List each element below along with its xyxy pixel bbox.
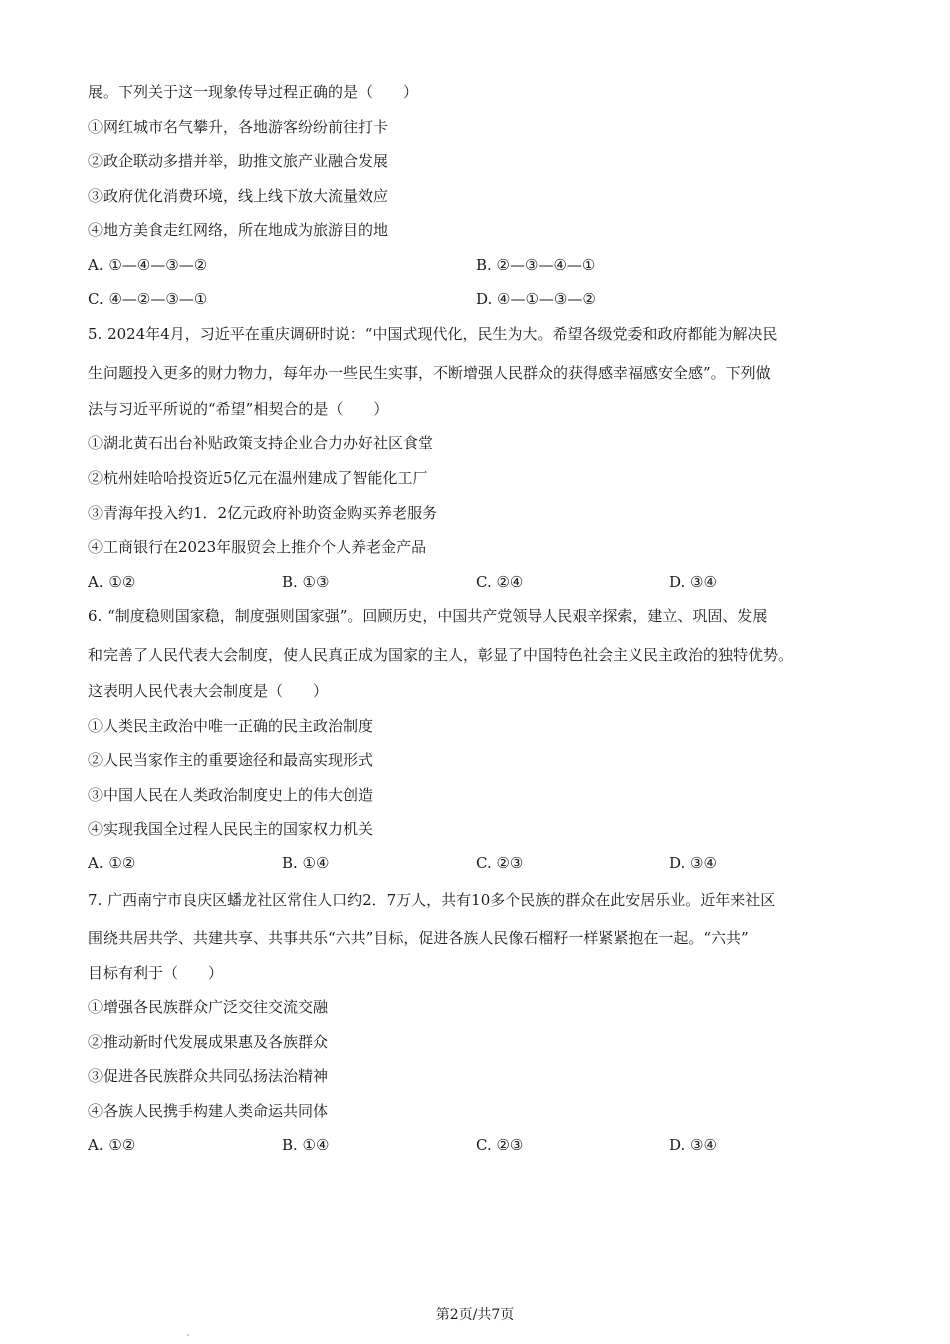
- q5-item-1: ①湖北黄石出台补贴政策支持企业合力办好社区食堂: [88, 434, 434, 452]
- q4-option-a: A. ①—④—③—②: [88, 256, 208, 274]
- q6-item-3: ③中国人民在人类政治制度史上的伟大创造: [88, 786, 374, 804]
- q5-option-d: D. ③④: [669, 573, 717, 591]
- q7-item-1: ①增强各民族群众广泛交往交流交融: [88, 998, 329, 1016]
- q6-item-2: ②人民当家作主的重要途径和最高实现形式: [88, 751, 374, 769]
- q5-item-3: ③青海年投入约1．2亿元政府补助资金购买养老服务: [88, 504, 438, 522]
- q7-option-b: B. ①④: [282, 1136, 330, 1154]
- q4-item-1: ①网红城市名气攀升，各地游客纷纷前往打卡: [88, 118, 389, 136]
- footer-dot: [187, 1334, 189, 1336]
- q6-stem-line-3: 这表明人民代表大会制度是（ ）: [88, 682, 329, 700]
- q5-item-4: ④工商银行在2023年服贸会上推介个人养老金产品: [88, 538, 427, 556]
- q5-option-a: A. ①②: [88, 573, 136, 591]
- q6-stem-line-2: 和完善了人民代表大会制度，使人民真正成为国家的主人，彰显了中国特色社会主义民主政治的独特优势。: [88, 646, 794, 664]
- q4-option-c: C. ④—②—③—①: [88, 290, 208, 308]
- q4-option-d: D. ④—①—③—②: [476, 290, 596, 308]
- q5-option-c: C. ②④: [476, 573, 524, 591]
- q7-stem-line-2: 围绕共居共学、共建共享、共事共乐“六共”目标，促进各族人民像石榴籽一样紧紧抱在一起。“六共”: [88, 929, 749, 947]
- q7-item-4: ④各族人民携手构建人类命运共同体: [88, 1102, 329, 1120]
- q6-option-b: B. ①④: [282, 854, 330, 872]
- q6-option-c: C. ②③: [476, 854, 524, 872]
- q7-stem-line-1: 7. 广西南宁市良庆区蟠龙社区常住人口约2．7万人，共有10多个民族的群众在此安居乐业。近年来社区: [88, 891, 776, 909]
- q5-stem-line-2: 生问题投入更多的财力物力，每年办一些民生实事，不断增强人民群众的获得感幸福感安全感”。下列做: [88, 364, 771, 382]
- q6-item-4: ④实现我国全过程人民民主的国家权力机关: [88, 820, 374, 838]
- q6-option-a: A. ①②: [88, 854, 136, 872]
- q7-stem-line-3: 目标有利于（ ）: [88, 964, 224, 982]
- q7-item-2: ②推动新时代发展成果惠及各族群众: [88, 1033, 329, 1051]
- q7-option-d: D. ③④: [669, 1136, 717, 1154]
- q4-item-3: ③政府优化消费环境，线上线下放大流量效应: [88, 187, 389, 205]
- q6-option-d: D. ③④: [669, 854, 717, 872]
- page-number-footer: 第2页/共7页: [435, 1307, 515, 1323]
- q4-option-b: B. ②—③—④—①: [476, 256, 596, 274]
- q4-item-4: ④地方美食走红网络，所在地成为旅游目的地: [88, 221, 389, 239]
- q7-item-3: ③促进各民族群众共同弘扬法治精神: [88, 1067, 329, 1085]
- q5-stem-line-3: 法与习近平所说的“希望”相契合的是（ ）: [88, 400, 389, 418]
- q6-item-1: ①人类民主政治中唯一正确的民主政治制度: [88, 717, 374, 735]
- q7-option-c: C. ②③: [476, 1136, 524, 1154]
- q5-stem-line-1: 5. 2024年4月，习近平在重庆调研时说：“中国式现代化，民生为大。希望各级党委和政府都能为解决民: [88, 325, 778, 343]
- q4-item-2: ②政企联动多措并举，助推文旅产业融合发展: [88, 152, 389, 170]
- q6-stem-line-1: 6. “制度稳则国家稳，制度强则国家强”。回顾历史，中国共产党领导人民艰辛探索，建立、巩固、发展: [88, 607, 768, 625]
- q7-option-a: A. ①②: [88, 1136, 136, 1154]
- q5-item-2: ②杭州娃哈哈投资近5亿元在温州建成了智能化工厂: [88, 469, 428, 487]
- q5-option-b: B. ①③: [282, 573, 330, 591]
- q4-stem-tail: 展。下列关于这一现象传导过程正确的是（ ）: [88, 83, 419, 101]
